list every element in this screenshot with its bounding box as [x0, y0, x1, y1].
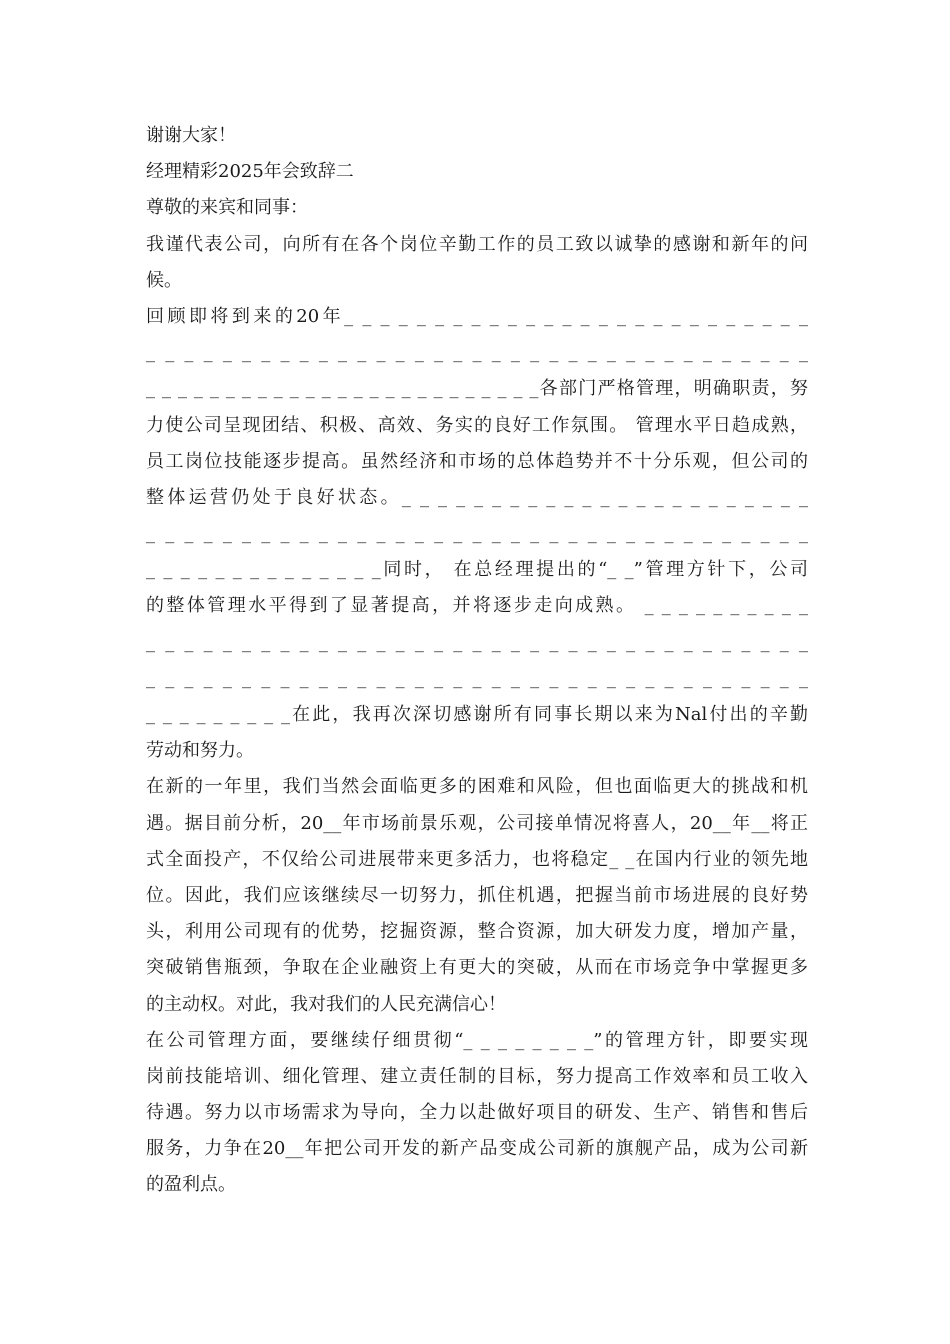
text-line: _ _ _ _ _ _ _ _ _在此，我再次深切感谢所有同事长期以来为Nal付出的辛勤	[146, 704, 808, 725]
text-line: 岗前技能培训、细化管理、建立责任制的目标，努力提高工作效率和员工收入	[146, 1065, 808, 1087]
text-line: 式全面投产，不仅给公司进展带来更多活力，也将稳定_ _在国内行业的领先地	[146, 848, 808, 870]
text-line: 突破销售瓶颈，争取在企业融资上有更大的突破，从而在市场竞争中掌握更多	[146, 957, 808, 979]
text-line: 劳动和努力。	[146, 740, 254, 762]
text-line: _ _ _ _ _ _ _ _ _ _ _ _ _ _ _ _ _ _ _ _ _ _ _ _ _ _ _ _ _ _ _ _ _ _ _	[146, 523, 808, 545]
text-line: _ _ _ _ _ _ _ _ _ _ _ _ _ _ _ _ _ _ _ _ _ _ _ _ _各部门严格管理，明确职责，努	[146, 378, 808, 400]
text-line: _ _ _ _ _ _ _ _ _ _ _ _ _ _ _ _ _ _ _ _ _ _ _ _ _ _ _ _ _ _ _ _ _ _ _	[146, 667, 808, 689]
text-line: 候。	[146, 269, 182, 291]
text-line: 员工岗位技能逐步提高。虽然经济和市场的总体趋势并不十分乐观，但公司的	[146, 450, 808, 472]
text-line: _ _ _ _ _ _ _ _ _ _ _ _ _ _同时， 在总经理提出的“_ _”管理方针下，公司	[146, 559, 808, 581]
text-line: 的主动权。对此，我对我们的人民充满信心！	[146, 993, 506, 1015]
text-line: 回顾即将到来的20年_ _ _ _ _ _ _ _ _ _ _ _ _ _ _ _ _ _ _ _ _ _ _ _ _ _	[146, 305, 808, 327]
text-line: _ _ _ _ _ _ _ _ _ _ _ _ _ _ _ _ _ _ _ _ _ _ _ _ _ _ _ _ _ _ _ _ _ _ _	[146, 631, 808, 653]
text-line: 头，利用公司现有的优势，挖掘资源，整合资源，加大研发力度，增加产量，	[146, 921, 808, 943]
text-line: _ _ _ _ _ _ _ _ _ _ _ _ _ _ _ _ _ _ _ _ _ _ _ _ _ _ _ _ _ _ _ _ _ _ _	[146, 342, 808, 364]
text-line: 服务，力争在20__年把公司开发的新产品变成公司新的旗舰产品，成为公司新	[146, 1138, 808, 1160]
text-line: 力使公司呈现团结、积极、高效、务实的良好工作氛围。 管理水平日趋成熟，	[146, 414, 808, 436]
text-line: 在新的一年里，我们当然会面临更多的困难和风险，但也面临更大的挑战和机	[146, 776, 808, 798]
text-line: 的盈利点。	[146, 1174, 236, 1196]
text-line: 遇。据目前分析，20__年市场前景乐观，公司接单情况将喜人，20__年__将正	[146, 812, 808, 834]
text-line: 谢谢大家！	[146, 125, 236, 146]
section-title: 经理精彩2025年会致辞二	[146, 161, 354, 183]
text-line: 待遇。努力以市场需求为导向，全力以赴做好项目的研发、生产、销售和售后	[146, 1102, 808, 1124]
text-line: 在公司管理方面，要继续仔细贯彻“_ _ _ _ _ _ _ _”的管理方针，即要实现	[146, 1029, 808, 1051]
text-line: 我谨代表公司，向所有在各个岗位辛勤工作的员工致以诚挚的感谢和新年的问	[146, 233, 808, 255]
text-line: 位。因此，我们应该继续尽一切努力，抓住机遇，把握当前市场进展的良好势	[146, 884, 808, 906]
text-line: 整体运营仍处于良好状态。_ _ _ _ _ _ _ _ _ _ _ _ _ _ _ _ _ _ _ _ _ _ _	[146, 486, 808, 508]
text-line: 的整体管理水平得到了显著提高，并将逐步走向成熟。 _ _ _ _ _ _ _ _ _ _	[146, 595, 808, 617]
salutation: 尊敬的来宾和同事：	[146, 197, 308, 219]
document-body	[146, 118, 808, 1204]
